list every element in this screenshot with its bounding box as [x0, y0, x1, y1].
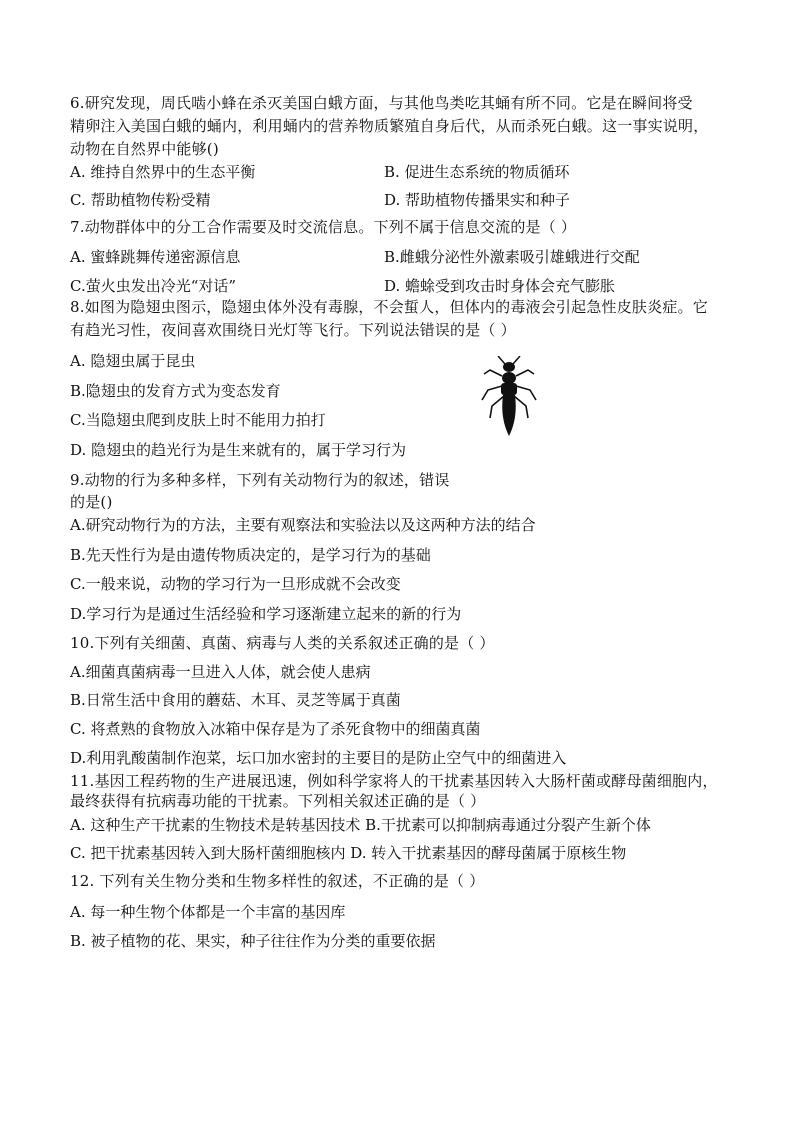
q7-option-b: B.雌蛾分泌性外激素吸引雄蛾进行交配	[384, 248, 640, 266]
q6-option-b: B. 促进生态系统的物质循环	[384, 163, 570, 181]
q10-option-d: D.利用乳酸菌制作泡菜，坛口加水密封的主要目的是防止空气中的细菌进入	[70, 749, 567, 767]
q6-stem-line-1: 6.研究发现，周氏啮小蜂在杀灭美国白蛾方面，与其他鸟类吃其蛹有所不同。它是在瞬间将受	[70, 94, 693, 112]
q8-stem-line-1: 8.如图为隐翅虫图示，隐翅虫体外没有毒腺，不会蜇人，但体内的毒液会引起急性皮肤炎症。它	[70, 298, 708, 316]
q7-option-a: A. 蜜蜂跳舞传递密源信息	[70, 248, 241, 266]
q9-option-a: A.研究动物行为的方法，主要有观察法和实验法以及这两种方法的结合	[70, 516, 536, 534]
q7-stem-line-1: 7.动物群体中的分工合作需要及时交流信息。下列不属于信息交流的是（ ）	[70, 218, 577, 236]
q8-stem-line-2: 有趋光习性，夜间喜欢围绕日光灯等飞行。下列说法错误的是（ ）	[70, 321, 516, 339]
q11-options-c-d: C. 把干扰素基因转入到大肠杆菌细胞核内 D. 转入干扰素基因的酵母菌属于原核生物	[70, 844, 627, 862]
q6-option-c: C. 帮助植物传粉受精	[70, 191, 211, 209]
q11-options-a-b: A. 这种生产干扰素的生物技术是转基因技术 B.干扰素可以抑制病毒通过分裂产生新个体	[70, 816, 651, 834]
q12-option-b: B. 被子植物的花、果实，种子往往作为分类的重要依据	[70, 932, 436, 950]
q6-stem-line-2: 精卵注入美国白蛾的蛹内，利用蛹内的营养物质繁殖自身后代，从而杀死白蛾。这一事实说明，	[70, 117, 709, 135]
q12-stem-line-1: 12. 下列有关生物分类和生物多样性的叙述，不正确的是（ ）	[70, 872, 485, 890]
q7-option-d: D. 蟾蜍受到攻击时身体会充气膨胀	[384, 277, 616, 295]
q7-option-c: C.萤火虫发出冷光“对话”	[70, 277, 237, 295]
q10-stem-line-1: 10.下列有关细菌、真菌、病毒与人类的关系叙述正确的是（ ）	[70, 634, 495, 652]
q8-option-b: B.隐翅虫的发育方式为变态发育	[70, 382, 281, 400]
q10-option-a: A.细菌真菌病毒一旦进入人体，就会使人患病	[70, 663, 371, 681]
q8-option-d: D. 隐翅虫的趋光行为是生来就有的，属于学习行为	[70, 441, 407, 459]
q9-option-b: B.先天性行为是由遗传物质决定的，是学习行为的基础	[70, 546, 431, 564]
q8-option-c: C.当隐翅虫爬到皮肤上时不能用力拍打	[70, 411, 326, 429]
q11-stem-line-2: 最终获得有抗病毒功能的干扰素。下列相关叙述正确的是（ ）	[70, 792, 486, 810]
q11-stem-line-1: 11.基因工程药物的生产进展迅速，例如科学家将人的干扰素基因转入大肠杆菌或酵母菌细胞内，	[70, 772, 718, 790]
q10-option-b: B.日常生活中食用的蘑菇、木耳、灵芝等属于真菌	[70, 691, 401, 709]
q8-option-a: A. 隐翅虫属于昆虫	[70, 352, 196, 370]
q9-option-c: C.一般来说，动物的学习行为一旦形成就不会改变	[70, 575, 401, 593]
q9-stem-line-2: 的是()	[70, 493, 113, 511]
q9-stem-line-1: 9.动物的行为多种多样，下列有关动物行为的叙述，错误	[70, 471, 450, 489]
q10-option-c: C. 将煮熟的食物放入冰箱中保存是为了杀死食物中的细菌真菌	[70, 720, 481, 738]
q6-option-a: A. 维持自然界中的生态平衡	[70, 163, 256, 181]
q6-option-d: D. 帮助植物传播果实和种子	[384, 191, 571, 209]
q6-stem-line-3: 动物在自然界中能够()	[70, 140, 219, 158]
q9-option-d: D.学习行为是通过生活经验和学习逐渐建立起来的新的行为	[70, 605, 462, 623]
q12-option-a: A. 每一种生物个体都是一个丰富的基因库	[70, 903, 346, 921]
beetle-image	[478, 356, 540, 438]
